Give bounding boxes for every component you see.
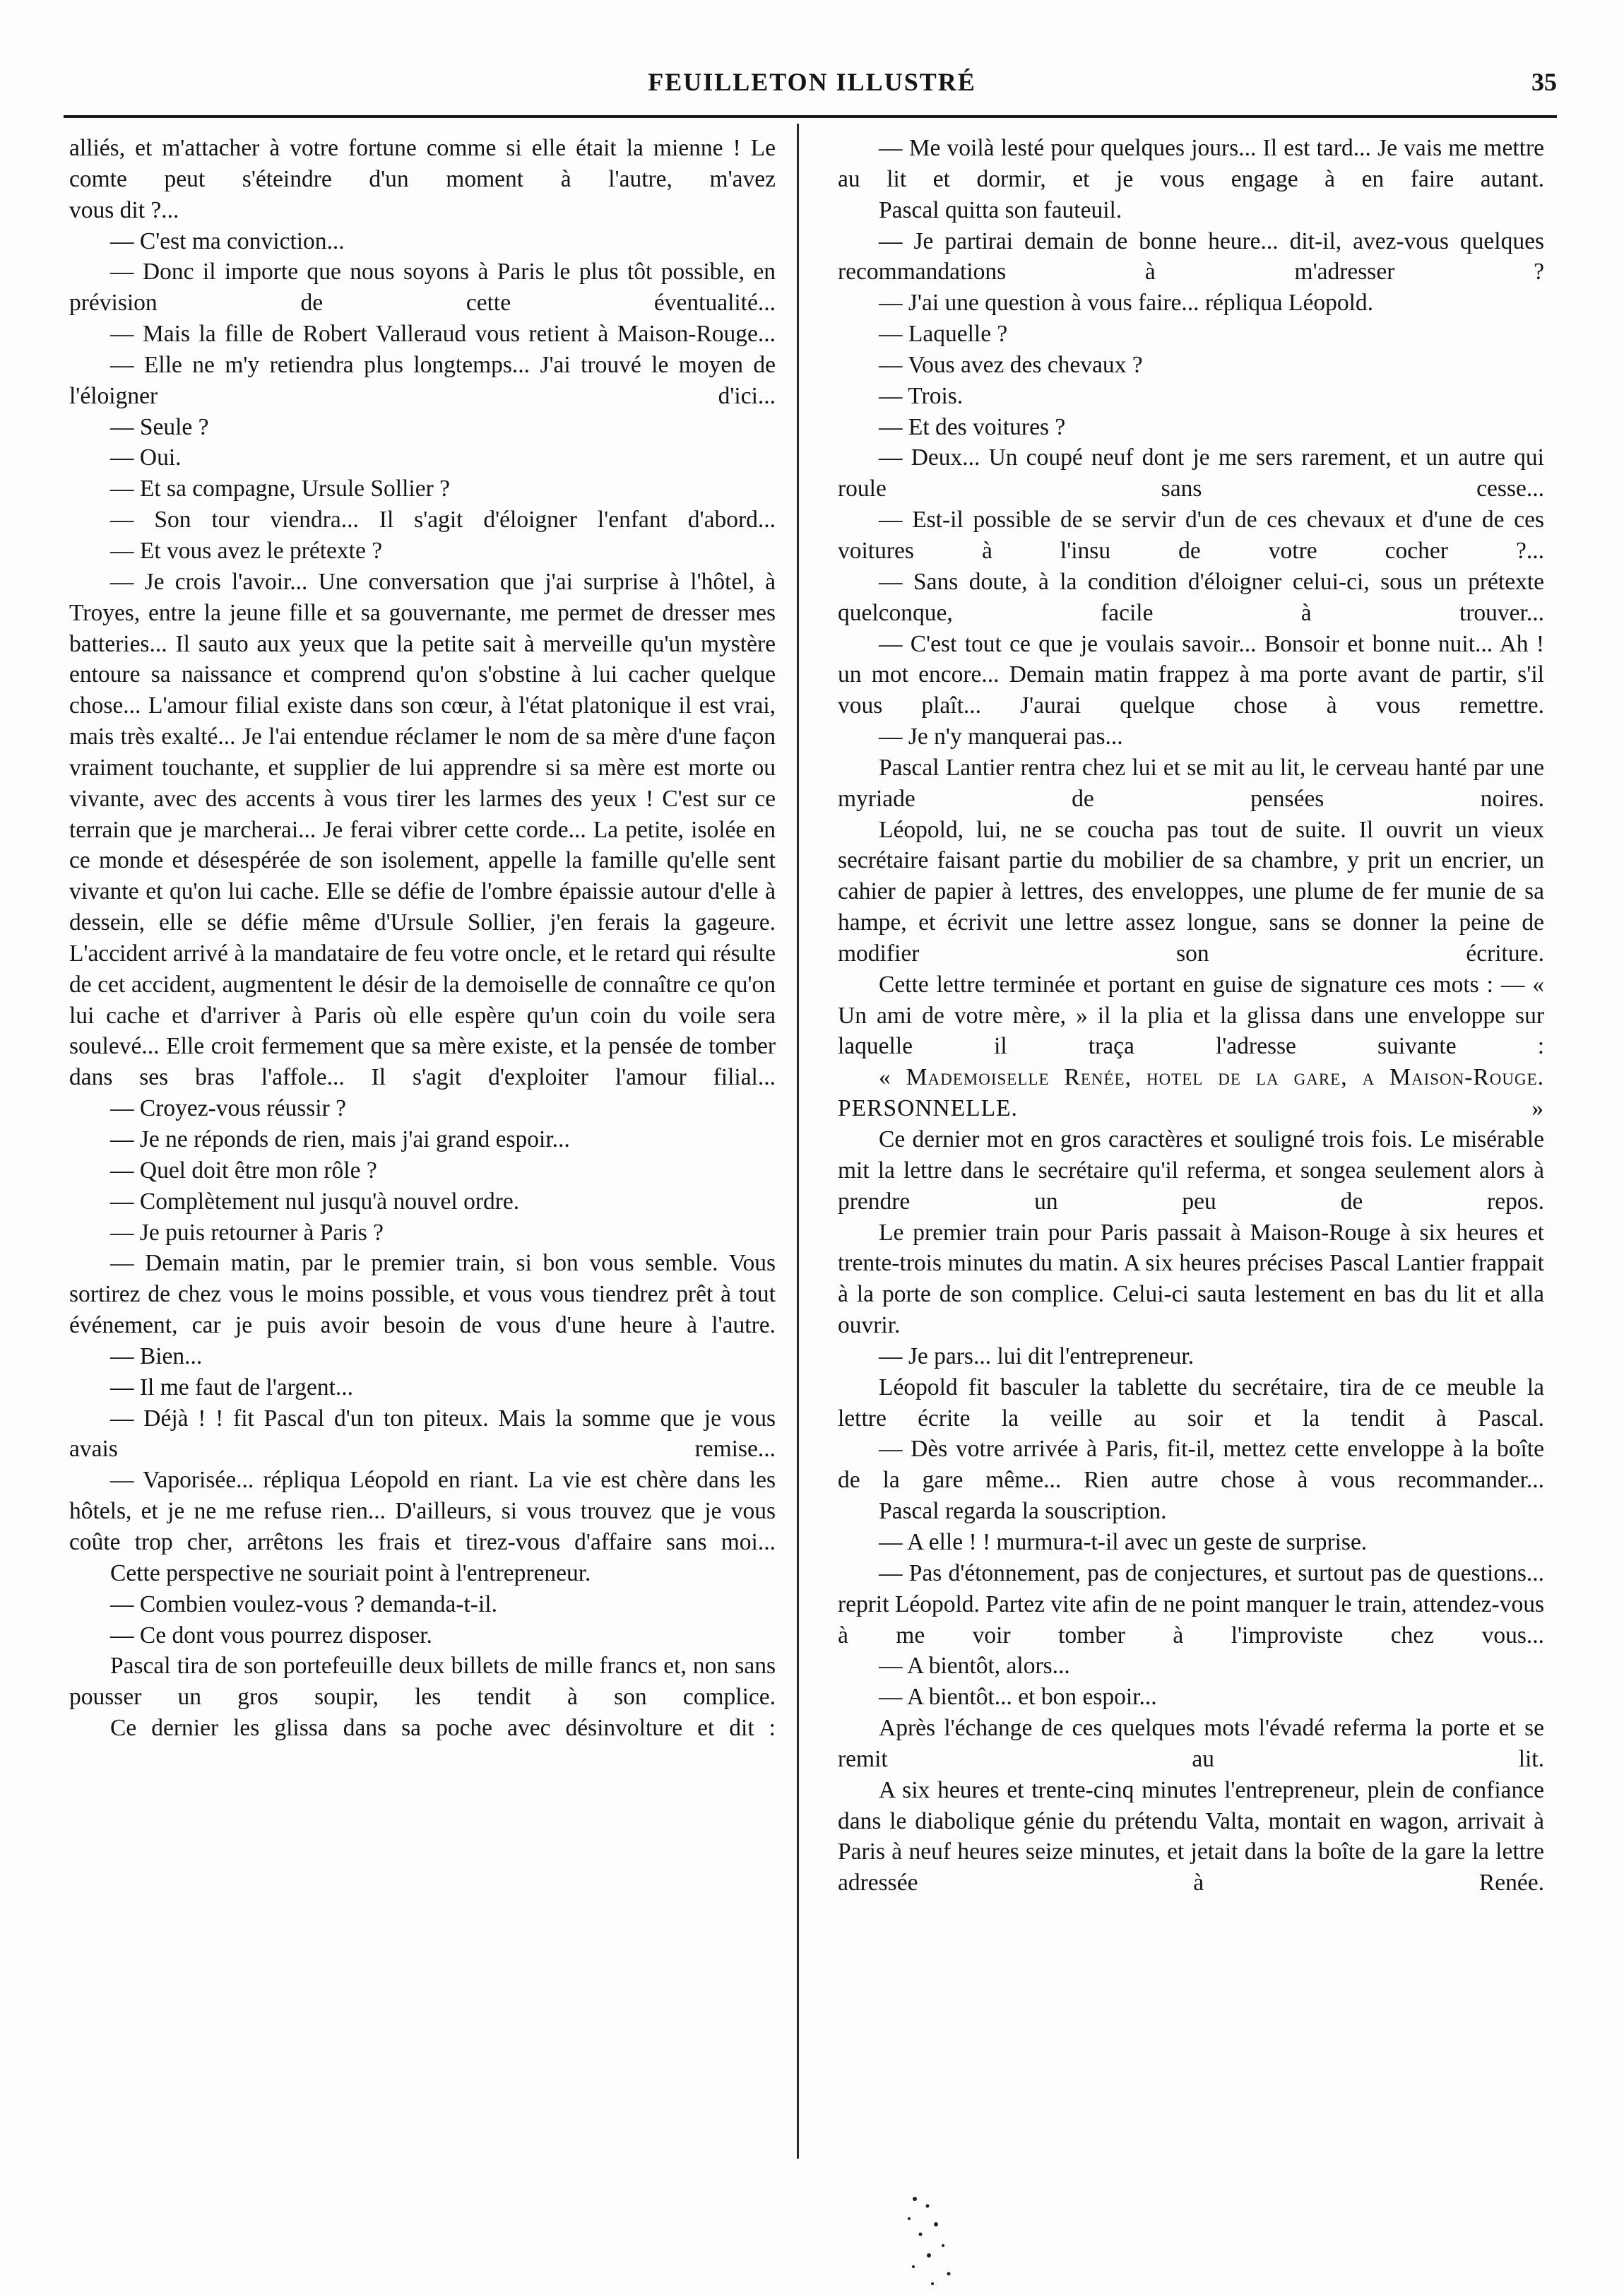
paragraph: — Je n'y manquerai pas... xyxy=(879,724,1123,750)
paragraph: Léopold, lui, ne se coucha pas tout de suite. Il ouvrit un vieux secrétaire faisant partie du mobilier de sa chambre, y prit un encrier, un cahier de papier à lettres, des enveloppes, une plume de fer munie de sa hampe, et écrivit une lettre assez longue, sans se donner la peine de modifier son écriture. xyxy=(838,816,1544,967)
paragraph: Après l'échange de ces quelques mots l'évadé referma la porte et se remit au lit. xyxy=(838,1715,1544,1772)
paragraph: — Dès votre arrivée à Paris, fit-il, mettez cette enveloppe à la boîte de la gare même... Rien autre chose à vous recommander... xyxy=(838,1436,1544,1494)
paragraph: — A bientôt... et bon espoir... xyxy=(879,1684,1157,1711)
paragraph: — Je partirai demain de bonne heure... dit-il, avez-vous quelques recommandations à m'adresser ? xyxy=(838,228,1544,285)
paragraph: — Vaporisée... répliqua Léopold en riant. La vie est chère dans les hôtels, et je ne me refuse rien... D'ailleurs, si vous trouvez que je vous coûte trop cher, arrêtons les frais et tirez-vous d'affaire sans moi... xyxy=(69,1467,776,1555)
paragraph: — C'est tout ce que je voulais savoir... Bonsoir et bonne nuit... Ah ! un mot encore... Demain matin frappez à ma porte avant de partir, s'il vous plaît... J'aurai quelque chose à vous remettre. xyxy=(838,630,1544,719)
paragraph: Cette lettre terminée et portant en guise de signature ces mots : — « Un ami de votre mère, » il la plia et la glissa dans une enveloppe sur laquelle il traça l'adresse suivante : xyxy=(838,971,1544,1060)
paragraph: — Est-il possible de se servir d'un de ces chevaux et d'une de ces voitures à l'insu de votre cocher ?... xyxy=(838,507,1544,564)
page-number: 35 xyxy=(1531,68,1557,96)
paragraph: — A bientôt, alors... xyxy=(879,1653,1070,1680)
header-rule xyxy=(64,115,1557,118)
paragraph: Le premier train pour Paris passait à Maison-Rouge à six heures et trente-trois minutes du matin. A six heures précises Pascal Lantier frappait à la porte de son complice. Celui-ci sauta lestement en bas du lit et alla ouvrir. xyxy=(838,1219,1544,1339)
left-column xyxy=(69,133,776,1744)
running-title: FEUILLETON ILLUSTRÉ xyxy=(648,68,976,96)
paragraph: — Seule ? xyxy=(110,413,209,440)
paragraph: — Déjà ! ! fit Pascal d'un ton piteux. Mais la somme que je vous avais remise... xyxy=(69,1405,776,1463)
paragraph: — Trois. xyxy=(879,382,964,409)
paragraph: — Quel doit être mon rôle ? xyxy=(110,1157,377,1184)
paragraph: Léopold fit basculer la tablette du secrétaire, tira de ce meuble la lettre écrite la veille au soir et la tendit à Pascal. xyxy=(838,1374,1544,1432)
paragraph: — Combien voulez-vous ? demanda-t-il. xyxy=(110,1591,497,1617)
column-divider xyxy=(797,124,799,2159)
paragraph: — Donc il importe que nous soyons à Paris le plus tôt possible, en prévision de cette éventualité... xyxy=(69,259,776,317)
paragraph: — C'est ma conviction... xyxy=(110,228,345,254)
paragraph: — Et des voitures ? xyxy=(879,413,1066,440)
paragraph: vous dit ?... xyxy=(69,196,179,223)
paragraph: — Vous avez des chevaux ? xyxy=(879,351,1143,378)
paragraph: — Bien... xyxy=(110,1343,203,1369)
paragraph: — Complètement nul jusqu'à nouvel ordre. xyxy=(110,1188,520,1215)
paragraph: — A elle ! ! murmura-t-il avec un geste de surprise. xyxy=(879,1528,1368,1555)
ink-specks xyxy=(894,2190,978,2289)
paragraph: — Me voilà lesté pour quelques jours... Il est tard... Je vais me mettre au lit et dormir, et je vous engage à en faire autant. xyxy=(838,135,1544,192)
paragraph: — Je ne réponds de rien, mais j'ai grand espoir... xyxy=(110,1126,570,1152)
paragraph: — Et sa compagne, Ursule Sollier ? xyxy=(110,476,450,502)
paragraph: — Pas d'étonnement, pas de conjectures, et surtout pas de questions... reprit Léopold. Partez vite afin de ne point manquer le train, attendez-vous à me voir tomber à l'improviste chez vous... xyxy=(838,1559,1544,1648)
paragraph: Pascal regarda la souscription. xyxy=(879,1498,1167,1525)
page-header xyxy=(67,67,1557,110)
paragraph: — Laquelle ? xyxy=(879,321,1008,348)
paragraph: alliés, et m'attacher à votre fortune comme si elle était la mienne ! Le comte peut s'éteindre d'un moment à l'autre, m'avez xyxy=(69,135,776,192)
paragraph: — Oui. xyxy=(110,444,182,471)
address-line: « Mademoiselle Renée, hotel de la gare, a Maison-Rouge. PERSONNELLE. » xyxy=(838,1064,1544,1122)
paragraph: A six heures et trente-cinq minutes l'entrepreneur, plein de confiance dans le diabolique génie du prétendu Valta, montait en wagon, arrivait à Paris à neuf heures seize minutes, et jetait dans la boîte de la gare la lettre adressée à Renée. xyxy=(838,1776,1544,1896)
paragraph: — Il me faut de l'argent... xyxy=(110,1374,354,1400)
paragraph: — Demain matin, par le premier train, si bon vous semble. Vous sortirez de chez vous le moins possible, et vous vous tiendrez prêt à tout événement, car je puis avoir besoin de vous d'une heure à l'autre. xyxy=(69,1250,776,1339)
right-column xyxy=(838,133,1544,1899)
paragraph: — Croyez-vous réussir ? xyxy=(110,1095,346,1122)
paragraph: — Et vous avez le prétexte ? xyxy=(110,537,383,564)
paragraph: Pascal quitta son fauteuil. xyxy=(879,196,1122,223)
paragraph: Ce dernier les glissa dans sa poche avec désinvolture et dit : xyxy=(110,1715,776,1742)
paragraph: — Deux... Un coupé neuf dont je me sers rarement, et un autre qui roule sans cesse... xyxy=(838,444,1544,502)
paragraph: Cette perspective ne souriait point à l'entrepreneur. xyxy=(110,1559,591,1586)
paragraph: — J'ai une question à vous faire... répliqua Léopold. xyxy=(879,290,1374,317)
paragraph: Pascal tira de son portefeuille deux billets de mille francs et, non sans pousser un gros soupir, les tendit à son complice. xyxy=(69,1653,776,1711)
paragraph: Pascal Lantier rentra chez lui et se mit au lit, le cerveau hanté par une myriade de pensées noires. xyxy=(838,754,1544,812)
paragraph: — Ce dont vous pourrez disposer. xyxy=(110,1622,432,1648)
paragraph: — Je pars... lui dit l'entrepreneur. xyxy=(879,1343,1195,1369)
paragraph: — Je puis retourner à Paris ? xyxy=(110,1219,384,1246)
paragraph: — Sans doute, à la condition d'éloigner celui-ci, sous un prétexte quelconque, facile à trouver... xyxy=(838,568,1544,626)
paragraph: Ce dernier mot en gros caractères et souligné trois fois. Le misérable mit la lettre dans le secrétaire qu'il referma, et songea seulement alors à prendre un peu de repos. xyxy=(838,1126,1544,1215)
paragraph: — Je crois l'avoir... Une conversation que j'ai surprise à l'hôtel, à Troyes, entre la jeune fille et sa gouvernante, me permet de dresser mes batteries... Il sauto aux yeux que la petite sait à merveille qu'un mystère entoure sa naissance et comprend qu'on s'obstine à lui cacher quelque chose... L'amour filial existe dans son cœur, à l'état platonique il est vrai, mais très exalté... Je l'ai entendue réclamer le nom de sa mère d'une façon vraiment touchante, et supplier de lui apprendre si sa mère est morte ou vivante, avec des accents à vous tirer les larmes des yeux ! C'est sur ce terrain que je marcherai... Je ferai vibrer cette corde... La petite, isolée en ce monde et désespérée de son isolement, appelle la famille qu'elle sent vivante et qu'on lui cache. Elle se défie de l'ombre épaissie autour d'elle à dessein, elle se défie même d'Ursule Sollier, j'en ferais la gageure. L'accident arrivé à la mandataire de feu votre oncle, et le retard qui résulte de cet accident, augmentent le désir de la demoiselle de connaître ce qu'on lui cache et d'arriver à Paris où elle espère qu'un coin du voile sera soulevé... Elle croit fermement que sa mère existe, et la pensée de tomber dans ses bras l'affole... Il s'agit d'exploiter l'amour filial... xyxy=(69,568,776,1091)
paragraph: — Son tour viendra... Il s'agit d'éloigner l'enfant d'abord... xyxy=(110,507,776,533)
paragraph: — Elle ne m'y retiendra plus longtemps... J'ai trouvé le moyen de l'éloigner d'ici... xyxy=(69,351,776,409)
paragraph: — Mais la fille de Robert Valleraud vous retient à Maison-Rouge... xyxy=(110,321,776,348)
